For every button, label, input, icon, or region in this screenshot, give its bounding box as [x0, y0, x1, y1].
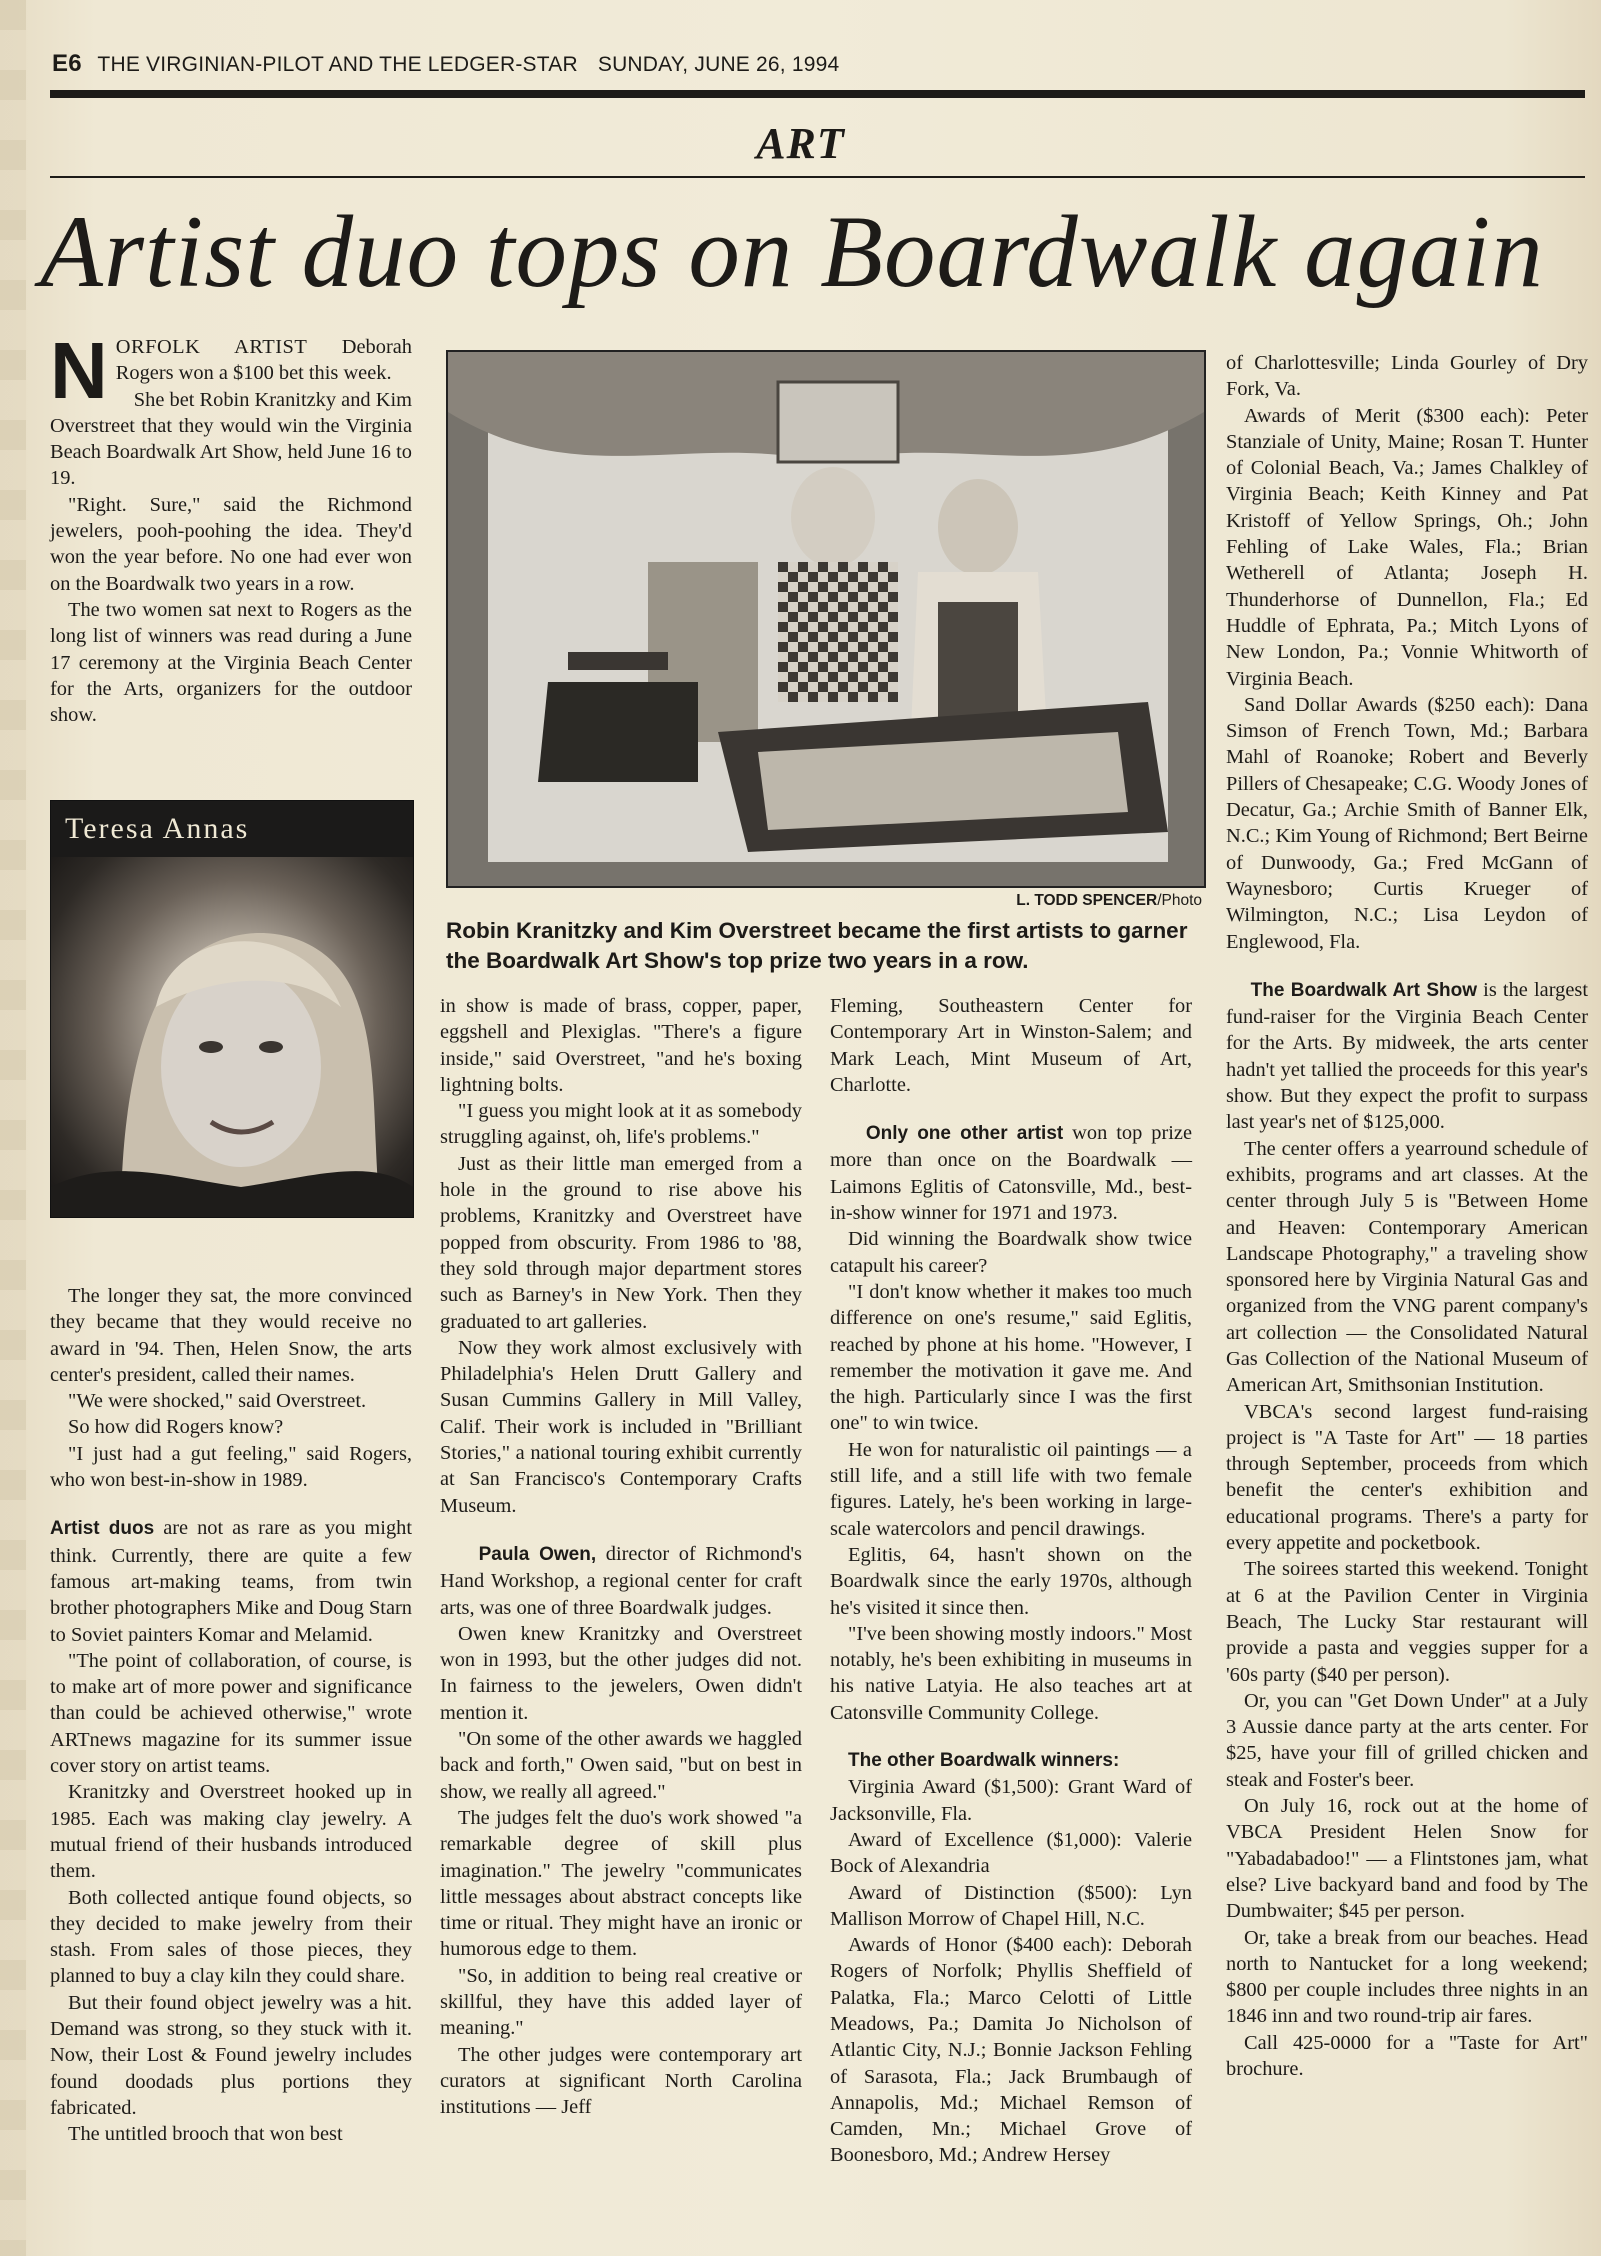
article-paragraph: Award of Distinction ($500): Lyn Mallison Morrow of Chapel Hill, N.C. [830, 1881, 1192, 1930]
paper-name: THE VIRGINIAN-PILOT AND THE LEDGER-STAR [97, 53, 578, 76]
columnist-portrait [51, 857, 413, 1217]
drop-cap: N [50, 326, 108, 415]
article-paragraph: "On some of the other awards we haggled back and forth," Owen said, "but on best in show, we really all agreed." [440, 1728, 802, 1803]
article-paragraph: of Charlottesville; Linda Gourley of Dry Fork, Va. [1226, 352, 1588, 401]
article-paragraph: On July 16, rock out at the home of VBCA President Helen Snow for "Yabadabadoo!" — a Flintstones jam, what else? Live backyard band and food by The Dumbwaiter; $45 per person. [1226, 1795, 1588, 1923]
article-paragraph: Award of Excellence ($1,000): Valerie Bock of Alexandria [830, 1828, 1192, 1878]
article-paragraph: "We were shocked," said Overstreet. [68, 1390, 367, 1413]
credit-role: /Photo [1157, 892, 1202, 909]
article-paragraph: The Boardwalk Art Show is the largest fund-raiser for the Virginia Beach Center for the Arts. By midweek, the arts center hadn't yet tallied the proceeds for this year's show. But they expect the profit to surpass last year's net of $125,000. [1226, 978, 1588, 1134]
article-paragraph: So how did Rogers know? [68, 1416, 284, 1439]
article-paragraph: The judges felt the duo's work showed "a remarkable degree of skill plus imagination." The jewelry "communicates little messages about abstract concepts like time or ritual. They might have an ironic or humorous edge to them. [440, 1806, 802, 1961]
article-paragraph: The center offers a yearround schedule of exhibits, programs and art classes. At the center through July 5 is "Between Home and Heaven: Contemporary American Landscape Photography," a traveling show sponsored here by Virginia Natural Gas and organized from the VNG parent company's art collection — the Consolidated Natural Gas Collection of the National Museum of American Art, Smithsonian Institution. [1226, 1137, 1588, 1397]
article-paragraph: in show is made of brass, copper, paper, eggshell and Plexiglas. "There's a figure inside," said Overstreet, "and he's boxing lightning bolts. [440, 995, 802, 1096]
photographer: L. TODD SPENCER [1016, 892, 1158, 909]
article-paragraph: "I just had a gut feeling," said Rogers, who won best-in-show in 1989. [50, 1442, 412, 1492]
article-paragraph: The longer they sat, the more convinced they became that they would receive no award in '94. Then, Helen Snow, the arts center's president, called their names. [50, 1285, 412, 1386]
paragraph-lead: The Boardwalk Art Show [1250, 979, 1477, 1001]
article-paragraph: She bet Robin Kranitzky and Kim Overstreet that they would win the Virginia Beach Boardwalk Art Show, held June 16 to 19. [50, 388, 412, 490]
article-paragraph: "I've been showing mostly indoors." Most notably, he's been exhibiting in museums in his native Latyia. He also teaches art at Catonsville Community College. [830, 1622, 1192, 1724]
article-paragraph: Or, you can "Get Down Under" at a July 3 Aussie dance party at the arts center. For $25, have your fill of grilled chicken and steak and Foster's beer. [1226, 1689, 1588, 1791]
column-1-bottom [50, 1283, 412, 2148]
article-paragraph: "I don't know whether it makes too much difference on one's resume," said Eglitis, reached by phone at his home. "However, I remember the motivation it gave me. And the high. Particularly since I was the first one" to win twice. [830, 1280, 1192, 1435]
article-paragraph: Now they work almost exclusively with Philadelphia's Helen Drutt Gallery and Susan Cummins Gallery in Mill Valley, Calif. Their work is included in "Brilliant Stories," a national touring exhibit currently at San Francisco's Contemporary Crafts Museum. [440, 1336, 802, 1517]
folio-rule [50, 90, 1585, 98]
article-paragraph: "The point of collaboration, of course, is to make art of more power and significance than could be achieved otherwise," wrote ARTnews magazine for its summer issue cover story on artist teams. [50, 1649, 412, 1778]
columnist-name: Teresa Annas [51, 801, 413, 857]
photo-credit [446, 892, 1202, 910]
article-paragraph: Fleming, Southeastern Center for Contemporary Art in Winston-Salem; and Mark Leach, Mint Museum of Art, Charlotte. [830, 995, 1192, 1096]
article-paragraph: "Right. Sure," said the Richmond jewelers, pooh-poohing the idea. They'd won the year before. No one had ever won on the Boardwalk two years in a row. [50, 493, 412, 595]
article-paragraph: Virginia Award ($1,500): Grant Ward of Jacksonville, Fla. [830, 1776, 1192, 1825]
paragraph-lead: Only one other artist [865, 1123, 1064, 1145]
article-paragraph: Owen knew Kranitzky and Overstreet won in 1993, but the other judges did not. In fairness to the jewelers, Owen didn't mention it. [440, 1622, 802, 1724]
article-paragraph: The untitled brooch that won best [68, 2123, 343, 2146]
article-paragraph: NORFOLK ARTIST Deborah Rogers won a $100 bet this week. [50, 326, 412, 415]
section-rule [50, 176, 1585, 178]
article-photo [446, 350, 1206, 888]
article-paragraph: VBCA's second largest fund-raising project is "A Taste for Art" — 18 parties through September, proceeds from which benefit the center's exhibition and educational programs. There's a party for every appetite and pocketbook. [1226, 1400, 1588, 1555]
article-paragraph: Just as their little man emerged from a hole in the ground to rise above his problems, Kranitzky and Overstreet have popped from obscurity. From 1986 to '88, they sold through major department stores such as Barney's in New York. Then they graduated to art galleries. [440, 1152, 802, 1333]
article-paragraph: The two women sat next to Rogers as the long list of winners was read during a June 17 ceremony at the Virginia Beach Center for the Arts, organizers for the outdoor show. [50, 598, 412, 727]
page-number: E6 [52, 50, 82, 77]
article-paragraph: "So, in addition to being real creative or skillful, they have this added layer of meaning." [440, 1964, 802, 2040]
photo-caption: Robin Kranitzky and Kim Overstreet became the first artists to garner the Boardwalk Art Show's top prize two years in a row. [446, 918, 1188, 973]
article-paragraph: Only one other artist won top prize more than once on the Boardwalk — Laimons Eglitis of Catonsville, Md., best-in-show winner for 1971 and 1973. [830, 1122, 1193, 1225]
article-paragraph: Did winning the Boardwalk show twice catapult his career? [830, 1228, 1192, 1277]
paragraph-lead: Artist duos [50, 1518, 155, 1540]
article-paragraph: Sand Dollar Awards ($250 each): Dana Simson of French Town, Md.; Barbara Mahl of Roanoke; Robert and Beverly Pillers of Chesapeake; C.G. Woody Jones of Decatur, Ga.; Archie Smith of Banner Elk, N.C.; Kim Young of Richmond; Bert Beirne of Dunwoody, Ga.; Fred McGann of Waynesboro; Curtis Krueger of Wilmington, N.C.; Lisa Leydon of Englewood, Fla. [1226, 693, 1588, 953]
article-paragraph: Kranitzky and Overstreet hooked up in 1985. Each was making clay jewelry. A mutual friend of their husbands introduced them. [50, 1781, 412, 1883]
article-paragraph: He won for naturalistic oil paintings — a still life, and a still life with two female figures. Lately, he's been working in large-scale watercolors and pencil drawings. [830, 1438, 1192, 1540]
article-paragraph: But their found object jewelry was a hit. Demand was strong, so they stuck with it. Now, their Lost & Found jewelry includes found doodads plus portions they fabricated. [50, 1991, 412, 2119]
article-paragraph: Awards of Honor ($400 each): Deborah Rogers of Norfolk; Phyllis Sheffield of Palatka, Fla.; Marco Celotti of Little Meadows, Pa.; Damita Jo Nicholson of Atlantic City, N.J.; Bonnie Jackson Fehling of Sarasota, Fla.; Jack Brumbaugh of Annapolis, Md.; Michael Remson of Camden, Mn.; Michael Grove of Boonesboro, Md.; Andrew Hersey [830, 1934, 1192, 2167]
article-paragraph: Awards of Merit ($300 each): Peter Stanziale of Unity, Maine; Rosan T. Hunter of Colonial Beach, Va.; James Chalkley of Virginia Beach; Keith Kinney and Pat Kristoff of Yellow Springs, Oh.; John Fehling of Lake Wales, Fla.; Brian Wetherell of Atlanta; Joseph H. Thunderhorse of Dunnellon, Fla.; Ed Huddle of Ephrata, Pa.; Mitch Lyons of New London, Pa.; Vonnie Whitworth of Virginia Beach. [1226, 404, 1588, 690]
columnist-sig [50, 800, 414, 1218]
torn-page-edge [0, 0, 26, 2256]
article-paragraph: Artist duos are not as rare as you might think. Currently, there are quite a few famous art-making teams, from twin brother photographers Mike and Doug Starn to Soviet painters Komar and Melamid. [50, 1517, 412, 1646]
column-2 [440, 993, 802, 2120]
column-1-top [50, 326, 412, 728]
paragraph-lead: Paula Owen, [478, 1543, 597, 1565]
article-paragraph: The soirees started this weekend. Tonight at 6 at the Pavilion Center in Virginia Beach, The Lucky Star restaurant will provide a pasta and veggies supper for a '60s party ($40 per person). [1226, 1558, 1588, 1686]
portrait-illustration [51, 857, 413, 1217]
section-label: ART [756, 119, 845, 168]
column-3 [830, 993, 1192, 2169]
article-paragraph: Eglitis, 64, hasn't shown on the Boardwalk since the early 1970s, although he's visited it since then. [830, 1543, 1192, 1619]
column-4 [1226, 350, 1588, 2082]
article-paragraph: Paula Owen, director of Richmond's Hand Workshop, a regional center for craft arts, was one of three Boardwalk judges. [440, 1542, 802, 1619]
article-paragraph: Or, take a break from our beaches. Head north to Nantucket for a long weekend; $800 per couple includes three nights in an 1846 inn and two round-trip air fares. [1226, 1926, 1588, 2028]
article-paragraph: The other judges were contemporary art curators at significant North Carolina institutions — Jeff [440, 2043, 802, 2119]
headline: Artist duo tops on Boardwalk again [40, 195, 1544, 309]
issue-date: SUNDAY, JUNE 26, 1994 [597, 53, 840, 76]
article-paragraph: Both collected antique found objects, so they decided to make jewelry from their stash. From sales of those pieces, they planned to buy a clay kiln they could share. [50, 1886, 412, 1988]
article-paragraph: Call 425-0000 for a "Taste for Art" brochure. [1226, 2031, 1588, 2080]
booth-photo-illustration [448, 352, 1204, 886]
folio-line [52, 50, 1582, 78]
article-paragraph: "I guess you might look at it as somebody struggling against, oh, life's problems." [440, 1100, 802, 1149]
winners-subhead: The other Boardwalk winners: [848, 1750, 1120, 1772]
